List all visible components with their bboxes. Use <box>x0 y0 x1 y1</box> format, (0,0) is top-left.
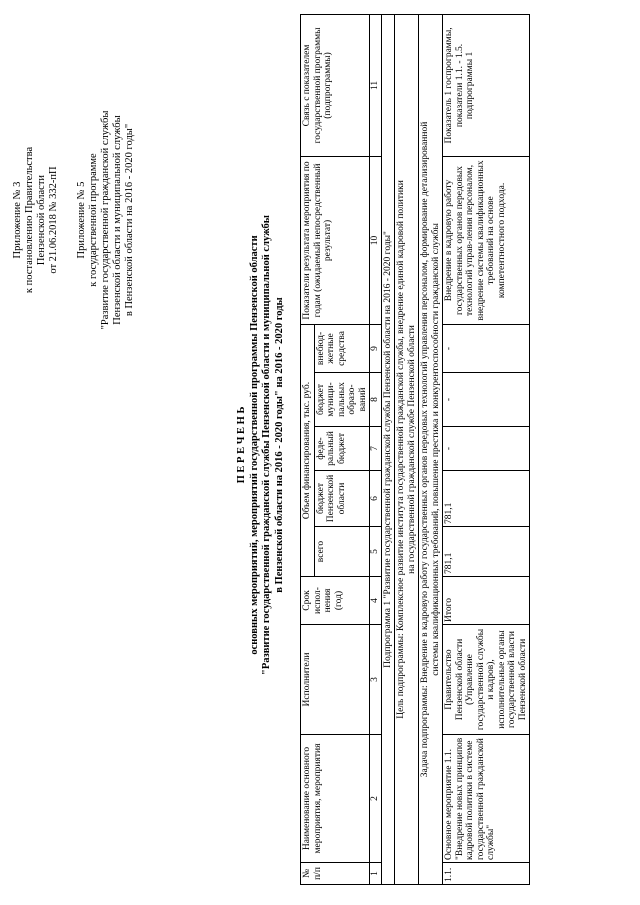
header-funding: Объем финансирования, тыс. руб. <box>301 324 315 576</box>
column-number: 11 <box>370 14 382 156</box>
appendix-5-line: Пензенской области и муниципальной службы <box>112 115 123 325</box>
appendix-3-block <box>12 55 60 385</box>
header-federal: феде-ральный бюджет <box>314 427 370 471</box>
column-number: 4 <box>370 577 382 625</box>
row-municipal: - <box>443 373 530 427</box>
header-extrabudget: внебюд-жетные средства <box>314 324 370 372</box>
header-municipal: бюджет муници-пальных образо-ваний <box>314 373 370 427</box>
row-link: Показатель 1 госпрограммы, показатели 1.1. - 1.5. подпрограммы 1 <box>443 14 530 156</box>
row-federal: - <box>443 427 530 471</box>
row-extrabudget: - <box>443 324 530 372</box>
goal-line: на государственной гражданской службе Пензенской области <box>406 325 417 574</box>
appendix-5-line: Приложение № 5 <box>76 181 87 259</box>
header-name: Наименование основного мероприятия, мероприятия <box>301 735 370 863</box>
row-num: 1.1. <box>443 863 530 885</box>
appendix-5-line: "Развитие государственной гражданской службы <box>100 110 111 330</box>
goal-row <box>395 14 419 884</box>
title-line: в Пензенской области на 2016 - 2020 годы" на 2016 - 2020 годы <box>273 297 285 593</box>
title-line: основных мероприятий, мероприятий государственной программы Пензенской области <box>248 235 260 655</box>
column-number: 5 <box>370 527 382 577</box>
header-total: всего <box>314 527 370 577</box>
document-title <box>236 105 286 785</box>
measures-table <box>300 14 530 885</box>
appendix-5-line: к государственной программе <box>88 153 99 287</box>
title-line: П Е Р Е Ч Е Н Ь <box>236 406 247 484</box>
row-executor: Правительство Пензенской области (Управление государственной службы и кадров), исполнительные органы государственной власти Пензенской области <box>443 625 530 735</box>
appendix-5-line: в Пензенской области на 2016 - 2020 годы" <box>124 123 135 317</box>
row-indicators: Внедрение в кадровую работу государственных органов передовых технологий управ-ления персоналом, внедрение системы квалификационных требований на основе компетентностного подхода. <box>443 156 530 324</box>
row-total: 781,1 <box>443 527 530 577</box>
column-number-row <box>370 14 382 884</box>
column-number: 3 <box>370 625 382 735</box>
appendix-3-line: Приложение № 3 <box>12 181 23 259</box>
goal-line: Цель подпрограммы: Комплексное развитие института государственной гражданской службы, внедрение единой кадровой политики <box>396 180 406 719</box>
header-regional: бюджет Пензенской области <box>314 471 370 527</box>
column-number: 9 <box>370 324 382 372</box>
table-row <box>443 14 530 884</box>
appendix-3-line: к постановлению Правительства <box>24 146 35 294</box>
task-row <box>419 14 443 884</box>
goal-cell <box>395 14 419 884</box>
column-number: 1 <box>370 863 382 885</box>
task-cell <box>419 14 443 884</box>
appendix-3-line: Пензенской области <box>36 174 47 266</box>
appendix-3-line: от 21.06.2018 № 332-пП <box>48 166 59 274</box>
header-executor: Исполнители <box>301 625 370 735</box>
row-name: Основное мероприятие 1.1. "Внедрение новых принципов кадровой политики в системе государственной гражданской службы" <box>443 735 530 863</box>
subprogram-row <box>381 14 395 884</box>
header-num: № п/п <box>301 863 370 885</box>
header-term: Срок испол-нения (год) <box>301 577 370 625</box>
appendix-5-block <box>76 55 136 385</box>
header-row <box>301 14 315 884</box>
column-number: 10 <box>370 156 382 324</box>
task-line: Задача подпрограммы: Внедрение в кадровую работу государственных органов передовых технологий управления персоналом, формирование детализированной <box>420 121 430 778</box>
column-number: 8 <box>370 373 382 427</box>
row-term: Итого <box>443 577 530 625</box>
task-line: системы квалификационных требований, повышение престижа и конкурентоспособности гражданской службы <box>430 223 441 676</box>
title-line: "Развитие государственной гражданской службы Пензенской области и муниципальной службы <box>261 215 272 676</box>
header-indicators: Показатели результата мероприятия по годам (ожидаемый непосредственный результат) <box>301 156 370 324</box>
column-number: 6 <box>370 471 382 527</box>
subprogram-title: Подпрограмма 1 "Развитие государственной гражданской службы Пензенской области на 2016 - 2020 годы" <box>381 14 395 884</box>
column-number: 2 <box>370 735 382 863</box>
header-link: Связь с показателем государственной программы (подпрограммы) <box>301 14 370 156</box>
row-regional: 781,1 <box>443 471 530 527</box>
column-number: 7 <box>370 427 382 471</box>
